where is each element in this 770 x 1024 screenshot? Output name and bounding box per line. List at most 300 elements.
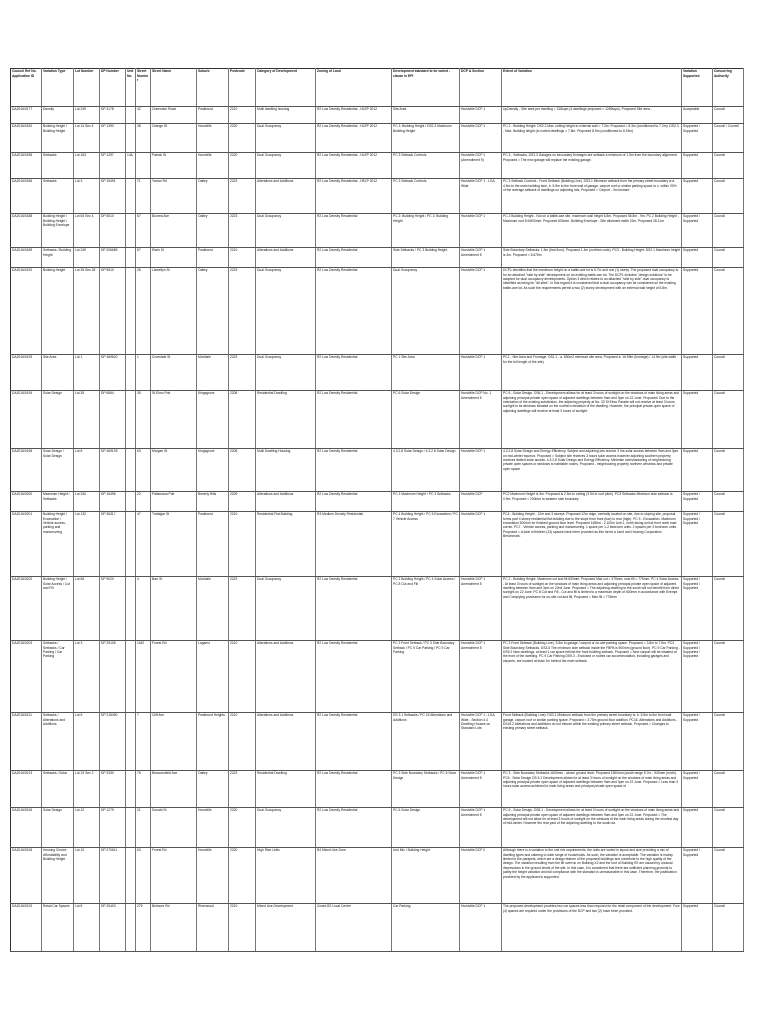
table-cell: Setbacks / Building Height [42,247,74,267]
table-cell: Trafalgar St [151,511,197,576]
table-cell: PC1 - Site Area and Frontage. DS1.1 - a. 630m2 minimum site area, Proposed a. 16.59m (frontage) / 14.9m (site width for the full length of the site). [502,354,682,390]
table-row [11,247,744,267]
table-cell [126,847,136,903]
table-cell [136,152,151,178]
table-cell [126,576,136,640]
table-cell: Supported [682,152,713,178]
table-cell: DCP1 identifies that the maximum height on a battle-axe lot is 6.7m and one (1) storey. The proposed dual occupancy is for an attached "side by side" development on an existing battle-axe lot. The DCP1 includes "design solutions" to be adopted for dual occupancy developments. Option 3 which relates to an attached "side by side" dual occupancy is identified as being for "all sites". In this regard it is considered that a dual occupancy can be considered on the existing battle-axe lot. As such the requirements permit a two (2) storey development with an external wall height of 6.8m. [502,267,682,354]
table-cell: PC 6 Solar Design [392,807,460,847]
table-cell: Council [713,106,744,123]
table-cell: DA2016/0177 [11,106,42,123]
table-cell: Supported / Supported [682,123,713,152]
table-cell: Building Height [42,267,74,354]
table-cell: Lot 14 Sec 4 [74,123,100,152]
table-cell [126,390,136,448]
table-cell: DP 25105 [100,640,126,712]
table-row [11,152,744,178]
table-cell: Site Area [42,354,74,390]
table-cell: Hurstville DCP 1 [460,123,502,152]
table-cell: 2210 [229,712,256,770]
table-cell: 2210 [229,903,256,951]
table-row [11,576,744,640]
table-cell: PC 3 - Side Boundary Setbacks 1600mm - above ground level. Proposed 1500mm (south range 5.7m - 940mm (north). PC6 - Solar Design DS 6.1 Development allows for at least 3 hours of sunlight on the windows of main living areas and adjoining principal private open space of adjacent dwellings between 9am and 3pm on 22 June. Proposed = Less than 3 hours solar access achieved to main living areas and principal private open space of [502,770,682,807]
table-cell: R2 Low Density Residential [316,491,392,511]
table-cell: Lot 3 [74,640,100,712]
table-cell: PC 2 Maximum Height / PC 3 Setbacks [392,491,460,511]
table-cell: Forest Rd [151,640,197,712]
column-header: Street Number [136,69,151,107]
table-cell: 2220 [229,152,256,178]
column-header: Zoning of Land [316,69,392,107]
table-cell: DP 1393 [100,123,126,152]
table-cell: 63 [136,448,151,491]
table-cell: Council / Council [713,123,744,152]
table-cell: Supported / Supported / Supported [682,511,713,576]
table-cell: 1160 [136,640,151,712]
table-cell: Side Setbacks / PC 3 Building Height [392,247,460,267]
table-cell: PC 4 Building Height / PC 5 Excavation / PC 7 Vehicle Access [392,511,460,576]
column-header: DP Number [100,69,126,107]
table-cell: Council [713,390,744,448]
table-cell: Cliff Ave [151,712,197,770]
table-row [11,640,744,712]
table-row [11,807,744,847]
table-cell: Yarran Rd [151,178,197,213]
table-cell: 7 [136,712,151,770]
table-cell: Mortdale [197,354,229,390]
table-cell: Hurstville DCP 1 Amendment 5 [460,576,502,640]
table-cell: Council [713,267,744,354]
table-cell: DA2016/0182 [11,123,42,152]
table-cell: Acceptable [682,106,713,123]
table-row [11,770,744,807]
table-cell: Hurstville DCP 1 [460,213,502,247]
table-cell: R3 Medium Density Residential [316,511,392,576]
table-cell: R2 Low Density Residential [316,390,392,448]
table-cell: Forest Rd [151,847,197,903]
table-cell: R2 Low Density Residential - HLEP 2012 [316,106,392,123]
table-cell: Supported / Supported / Supported [682,576,713,640]
table-cell: Residential Dwelling [256,770,316,807]
table-cell: Supported [682,807,713,847]
table-cell: Peakhurst Heights [197,712,229,770]
table-cell: Hurstville DCP 1 [460,903,502,951]
table-cell: Hurstville DCP 1 [460,511,502,576]
table-cell: 2220 [229,807,256,847]
table-cell: 47 [136,511,151,576]
table-cell: 2223 [229,178,256,213]
table-cell: Although there is a variation to the unit mix requirements, the units are varied in layout and size providing a mix of dwelling types and catering to wide range of households. As such, the variation is acceptable. The variation is mainly limited to the parapets, which are a design feature of the proposed buildings and contribute to the high quality of the design. The variation resulting from the lift overrun on Building X2 and the roof of Building R2 are caused by unusual depressions in the ground levels of the site. In this case, it is considered that there are sufficient planning grounds to justify the height variation and full compliance with the standard is unreasonable in this case. Therefore, the justification provided by the applicant is supported. [502,847,682,903]
table-cell: Front Setback (Building Line): DS3.1 Minimum setback from the primary street boundary is: b. 5.5m to the front wall garage, carport roof or similar parking space. Proposed = 3.75m ground floor addition. PC16. Alterations and Additions - DS15.2 Alterations and additions do not intrude within the existing primary street setback. Proposed = Changes to existing primary street setback. [502,712,682,770]
column-header: Concurring Authority [713,69,744,107]
table-cell: Hurstville [197,807,229,847]
table-cell: 57 [136,247,151,267]
table-cell [126,106,136,123]
table-cell: DA2016/0218 [11,847,42,903]
table-cell: Hurstville DCP 2 [460,847,502,903]
table-row [11,123,744,152]
table-cell: Dual Occupancy [256,807,316,847]
table-cell: Lot 8 [74,903,100,951]
table-cell: 2223 [229,213,256,247]
table-cell: DA2016/0219 [11,903,42,951]
table-cell: DA2016/0216 [11,807,42,847]
column-header: Postcode [229,69,256,107]
table-cell: Supported / Supported [682,491,713,511]
table-cell: Council [713,178,744,213]
table-cell: Lot 249 [74,247,100,267]
table-cell: Hurstville DCP No. 1 Amendment 5 [460,390,502,448]
table-cell: DA2016/0189 [11,247,42,267]
table-cell: Hurstville DCP 1 Amendment 5 [460,640,502,712]
table-cell [126,178,136,213]
table-cell: Lot 132 [74,511,100,576]
table-cell: B4 Mixed Use Zone [316,847,392,903]
table-cell [126,640,136,712]
table-cell: Lot 12 [74,807,100,847]
table-header-row [11,69,744,107]
table-cell: DP 3178 [100,106,126,123]
table-cell: Setbacks [42,152,74,178]
table-cell: DP 469193 [100,448,126,491]
table-cell: DP 270611 [100,847,126,903]
table-row [11,213,744,247]
table-cell: Unit Mix / Building Height [392,847,460,903]
table-cell: Building Height / Excavation / Vehicle access, parking and manoeuvring [42,511,74,576]
table-cell: 21 [136,807,151,847]
table-row [11,448,744,491]
table-cell: Supported [682,448,713,491]
table-cell: Dual Occupancy [256,267,316,354]
table-cell: Alterations and Additions [256,491,316,511]
table-cell: Llewellyn St [151,267,197,354]
table-cell: Council [713,770,744,807]
table-cell: 2223 [229,267,256,354]
table-cell: 2208 [229,448,256,491]
table-cell: Maximum Height / Setbacks [42,491,74,511]
table-cell: PC 3 Side Boundary Setbacks / PC 6 Solar Design [392,770,460,807]
table-cell [126,123,136,152]
table-cell: DA2016/0192 [11,267,42,354]
table-cell: Supported / Supported [682,712,713,770]
table-cell: Council [713,511,744,576]
table-cell: High Rise Units [256,847,316,903]
table-cell: Dual Occupancy [256,152,316,178]
table-cell: R2 Low Density Residential [316,354,392,390]
table-row [11,712,744,770]
table-cell: Hurstville [197,847,229,903]
table-cell: Hurstville [197,152,229,178]
table-cell: R2 Low Density Residential [316,213,392,247]
table-cell: 38 [136,123,151,152]
table-cell: Hurstville DCP 1 [460,354,502,390]
table-cell: R2 Low Density Residential [316,640,392,712]
table-cell: Supported [682,247,713,267]
table-cell: DP 1279 [100,807,126,847]
table-cell: PC 1 Site Area [392,354,460,390]
table-cell: DS 3.1 Setbacks / PC 15 Alterations and Additions [392,712,460,770]
table-cell [126,448,136,491]
table-cell: Dual Occupancy [256,354,316,390]
table-cell: Mortdale [197,576,229,640]
table-cell: Kingsgrove [197,448,229,491]
table-cell: DA2016/0211 [11,712,42,770]
table-cell: DA2016/0186 [11,178,42,213]
table-cell: DA2016/0188 [11,213,42,247]
table-cell: Hurstville DCP 1 Amendment 5 [460,807,502,847]
table-cell: Lot 10 [74,847,100,903]
table-cell: Riverwood [197,903,229,951]
table-row [11,491,744,511]
table-cell: St Elmo Pde [151,390,197,448]
table-cell: Council [713,576,744,640]
table-cell: Council [713,247,744,267]
table-cell [126,903,136,951]
table-cell: Multi dwelling housing [256,106,316,123]
table-cell: Building Height / Solar Access / Cut and Fill [42,576,74,640]
table-cell: Belmore Rd [151,903,197,951]
table-row [11,390,744,448]
table-cell [126,712,136,770]
variations-register [10,68,743,952]
table-cell: Boorea Ave [151,213,197,247]
table-cell: Supported / Supported [682,213,713,247]
table-cell: 42 [136,106,151,123]
table-cell: Lot 35 Sec 28 [74,267,100,354]
column-header: Category of Development [256,69,316,107]
table-cell [126,213,136,247]
table-cell: 4.3.2.8 Solar Design and Energy Efficiency. Subject and adjoining lots receive 3 hrs solar access between 9am and 3pm on mid-winter equinox. Proposed = Subject site receives 3 hours solar access however adjoining southern property receives limited solar access. 4.3.2.8 Solar Design and Energy Efficiency. Minimise overshadowing of neighbouring private open spaces or windows to habitable rooms. Proposed - neighbouring property northern windows and private open space [502,448,682,491]
column-header: Street Name [151,69,197,107]
variations-table [10,68,744,952]
table-cell: Hurstville DCP 1 [460,267,502,354]
column-header: Extent of Variation [502,69,682,107]
table-cell [126,247,136,267]
table-cell: Barr St [151,576,197,640]
table-cell: DP 206689 [100,247,126,267]
table-cell: 22 [136,491,151,511]
table-body [11,106,744,951]
column-header: Unit No. [126,69,136,107]
table-cell: DP 36317 [100,511,126,576]
column-header: Variation Supported [682,69,713,107]
table-cell: Lot 64 Sec 4 [74,213,100,247]
table-cell: Elwin St [151,247,197,267]
table-cell: Peakhurst [197,511,229,576]
table-cell: Beaconsfield Ave [151,770,197,807]
table-cell: Council [713,152,744,178]
table-cell: R2 Low Density Residential - HELP 2012 [316,178,392,213]
table-cell: R2 Low Density Residential [316,267,392,354]
table-cell: Retail Car Spaces [42,903,74,951]
table-cell: 2210 [229,511,256,576]
table-cell: DP 5510 [100,213,126,247]
table-cell: PC 3 Front Setback / PC 3 Side Boundary Setback / PC 9 Car Parking / PC 9 Car Parking [392,640,460,712]
table-cell: PC 2 Building Height / PC 4 Solar Access / PC 8 Cut and Fill [392,576,460,640]
table-cell: R2 Low Density Residential - HLEP 2012 [316,123,392,152]
table-cell: Morgan St [151,448,197,491]
table-cell: R2 Low Density Residential [316,247,392,267]
table-row [11,178,744,213]
table-cell: Donald St [151,807,197,847]
table-cell: PC4 - Building Height - 12m and 3 storeys. Proposed 12m ridge, centrally located on site, due to sloping site, proposal forms part 4 storey residential flat building due to the slope from front (low) to rear (high). PC 5 - Excavation. Maximum excavation 500mm for finished ground floor level. Proposed 1650m - 2.100m Unit 1, north facing unit at front north east corner. PC7 - Vehicle access, parking and manoeuvring. 1 space per 1-2 bedroom units. 2 spaces per 3 bedroom units. Proposed = A total of thirteen (13) spaces have been provided as this forms a Land and Housing Corporation Benchmark. [502,511,682,576]
table-row [11,903,744,951]
table-cell: Pallamana Pde [151,491,197,511]
table-cell: Council [713,354,744,390]
table-cell: Lot 35 [74,390,100,448]
table-cell: Oatley [197,178,229,213]
table-cell: Lot 19 Sec 2 [74,770,100,807]
table-cell: Oatley [197,213,229,247]
table-cell: Oatley [197,267,229,354]
table-cell: 63 [136,847,151,903]
table-cell: Peakhurst [197,106,229,123]
table-cell: Oatley [197,770,229,807]
table-cell: Lot 340 [74,491,100,511]
table-cell: Setbacks / Solar [42,770,74,807]
table-cell: Building Height / Building Height / Building Envelope [42,213,74,247]
table-cell: Dual Occupancy [256,576,316,640]
table-cell: R2 Low Density Residential [316,807,392,847]
table-cell: DA2016/0193 [11,354,42,390]
table-cell: PC 3 Setback Controls - Front Setback (Building Line). DS3.1 Minimum setback from the primary street boundary is a. 4.5m to the main building face, b. 5.5m to the front wall of garage, carport roof or similar parking space or c. within 20% of the average setback of dwellings on adjoining lots. Proposed = Carport - 3m forward [502,178,682,213]
table-cell: PC 3 Setback Controls [392,152,460,178]
table-cell: Hurstville DCP 1 Amendment 5 [460,770,502,807]
table-cell [126,491,136,511]
column-header: Lot Number [74,69,100,107]
table-cell: Setbacks / Setbacks / Car Parking / Car Parking [42,640,74,712]
column-header: Development standard to be varied - clause in EPI [392,69,460,107]
table-cell: Alterations and Additions [256,247,316,267]
column-header: Council Ref No. Application ID [11,69,42,107]
table-cell: Supported [682,267,713,354]
table-cell: Multi Dwelling Housing [256,448,316,491]
table-cell: PC 2 - Building Height. Maximum cut and fill 600mm. Proposed Max cut = 475mm, max fill = 775mm. PC 4 Solar Access - At least 3 hours of sunlight on the windows of main living areas and adjoining principal private open space of adjacent dwelling between 9am and 3pm on 22nd June. Proposed = The adjoining dwelling to the south will not benefit from direct sunlight on 22 June. PC 8 Cut and Fill - Cut and fill is limited to a maximum depth of 600mm in accordance with Exempt and Complying provisions for on-site cut and fill. Proposed = Max fill = 775mm [502,576,682,640]
table-cell: Hurstville [197,123,229,152]
table-cell: PC 3 - Setbacks. DS3.3 Garages on secondary frontages are setback a minimum of 1.5m from the boundary alignment. Proposed = The new garage will replace the existing garage. [502,152,682,178]
table-cell: Residential Dwelling [256,390,316,448]
table-cell: Solar Design / Solar Design [42,448,74,491]
table-cell: R2 Low Density Residential - HLEP 2012 [316,152,392,178]
table-cell: PC 2 - Building Height. DS2.2 Max. ceiling height to external wall = 7.2m. Proposed = 8.3m (conditioned to 7.2m). DS2.3 - Max. Building height (to roofed dwellings = 7.8m. Proposed 8.9m (conditioned to 8.15m) [502,123,682,152]
table-cell: 2209 [229,491,256,511]
table-cell: PC 2 Building Height - Not on a battle-axe site, maximum wall height 6.8m. Proposed 56.8m - 9m. PC 2 Building Height - Maximum roof 8.9/600mm. Proposed 600mm. Building Envelope - Site allotment width 22m. Proposed 28.11m [502,213,682,247]
table-cell: Lot 1 [74,354,100,390]
table-cell: Lot 66 [74,576,100,640]
table-cell: Council [713,491,744,511]
table-cell: Lot 5 [74,712,100,770]
table-cell: DP 216450 [100,712,126,770]
table-cell: R2 Low Density Residential [316,712,392,770]
table-cell: DA2016/0196 [11,448,42,491]
table-cell: DA2016/0194 [11,390,42,448]
table-cell: Solar Design [42,807,74,847]
table-cell: DP 5510 [100,267,126,354]
table-cell: PC 3 Front Setback (Building Line). 5.5m to garage / carport or on-site parking space. Proposed = 3.8m to 7.8m. PC3 Side Boundary Setbacks. DS3.5 The minimum side setback inside the FBPA is 900mm (ground floor). PC 9 Car Parking - DS9.2 New dwellings, at least 1 car space behind the front building setback. Proposed = New carport will be situated at the front of the dwelling. PC 9 Car Parking DS9.3 - Enclosed or roofed car accommodation, including garages and carports, are located at least 1m behind the main setback. [502,640,682,712]
table-cell [126,770,136,807]
column-header: Variation Type [42,69,74,107]
table-cell: Setbacks [42,178,74,213]
table-cell: Density [42,106,74,123]
table-cell: Lot 8 [74,448,100,491]
table-cell: Hurstville DCP 1 - LGA Wide [460,178,502,213]
table-cell: Kingsgrove [197,390,229,448]
table-cell: Hurstville DCP 1 (Amendment 9) [460,152,502,178]
table-cell [126,511,136,576]
table-cell: 1 [136,354,151,390]
table-cell: Zoned B2 Local Centre [316,903,392,951]
table-cell: 67 [136,213,151,247]
table-cell: Hurstville DCP 1 [460,448,502,491]
table-cell: 2220 [229,847,256,903]
table-cell: R2 Low Density Residential [316,576,392,640]
table-cell: Housing Choice, Affordability and Building Height [42,847,74,903]
table-cell: 279 [136,903,151,951]
table-cell: PC 6 - Solar Design. DS6.1 - Development allows for at least 3 hours of sunlight on the windows of main living areas and adjoining principal private open space of adjacent dwellings between 9am and 3pm on 22 June. Proposed = The development will not allow for at least 3 hours of sunlight on the windows of the main living areas during the shortest day of mid-winter. However the rear yard of the adjoining dwelling to the south-ea [502,807,682,847]
table-cell: PC 6 - Solar Design. DS6.1 - Development allows for at least 3 hours of sunlight on the windows of main living areas and adjoining principal private open space of adjacent dwellings between 9am and 3pm on 22 June. Proposed: Due to the orientation of the existing subdivision, the adjoining property at No. 33 St Elmo Parade will not receive at least 3 hours sunlight to its windows situated on the northern elevation of the dwelling. However, the principal private open space of adjoining dwellings will receive at least 3 hours of sunlight. [502,390,682,448]
table-cell [126,354,136,390]
table-cell: 2210 [229,106,256,123]
table-cell: 2223 [229,576,256,640]
table-cell: Council [713,847,744,903]
table-cell: Clarendon Road [151,106,197,123]
table-cell: Lot 249 [74,106,100,123]
table-cell: Supported / Supported [682,770,713,807]
table-cell: DA2016/0203 [11,640,42,712]
table-cell: DA2016/0213 [11,770,42,807]
table-cell: PC 2: Building Height / PC 2: Building Height [392,213,460,247]
table-cell: PC 2: Building Height / DS2.3 Maximum Building Height [392,123,460,152]
table-cell: Patrick St [151,152,197,178]
table-cell: PC 6 Solar Design [392,390,460,448]
table-cell: DP 6664 [100,390,126,448]
table-cell: DP 1297 [100,152,126,178]
table-cell: 26 [136,267,151,354]
table-cell: 14A [126,152,136,178]
table-row [11,847,744,903]
table-cell: 4.3.2.8 Solar Design / 4.3.2.8 Solar Design [392,448,460,491]
table-cell: Lot 3 [74,178,100,213]
table-cell: Dual Occupancy [392,267,460,354]
table-cell: PC 3 Setback Controls [392,178,460,213]
table-cell [126,807,136,847]
table-cell: 2223 [229,354,256,390]
table-cell: DA2016/0185 [11,152,42,178]
table-cell: DP 3330 [100,770,126,807]
table-cell: UpDensity - Site area per dwelling = 318sqm (4 dwellings proposed = 1269sqm). Proposed Site area - [502,106,682,123]
table-cell: DP 9020 [100,576,126,640]
table-cell: Supported / Supported [682,847,713,903]
table-row [11,354,744,390]
column-header: Suburb [197,69,229,107]
table-cell: Supported [682,903,713,951]
table-cell: PC2 Maximum Height is 3m. Proposed is 2.5m to ceiling (3.54 to roof pitch). PC3 Setbacks Minimum side setback is 0.9m. Proposed = 200mm to western side boundary [502,491,682,511]
table-cell: Mixed Use Development [256,903,316,951]
table-cell: Building Height / Building Height [42,123,74,152]
table-cell: 2210 [229,247,256,267]
table-cell: Hurstville DCP 1 - LGA Wide - Section 4.4 Dwelling Houses on Standard Lots [460,712,502,770]
column-header: DCP & Section [460,69,502,107]
table-cell: Council [713,448,744,491]
table-cell: Residential Flat Building [256,511,316,576]
table-cell: Council [713,712,744,770]
table-cell: DP 15496 [100,491,126,511]
table-cell: 2220 [229,123,256,152]
table-cell: Alterations and Additions [256,640,316,712]
table-cell: DA2016/0201 [11,511,42,576]
table-cell: DA2016/0202 [11,576,42,640]
table-cell: 71 [136,178,151,213]
